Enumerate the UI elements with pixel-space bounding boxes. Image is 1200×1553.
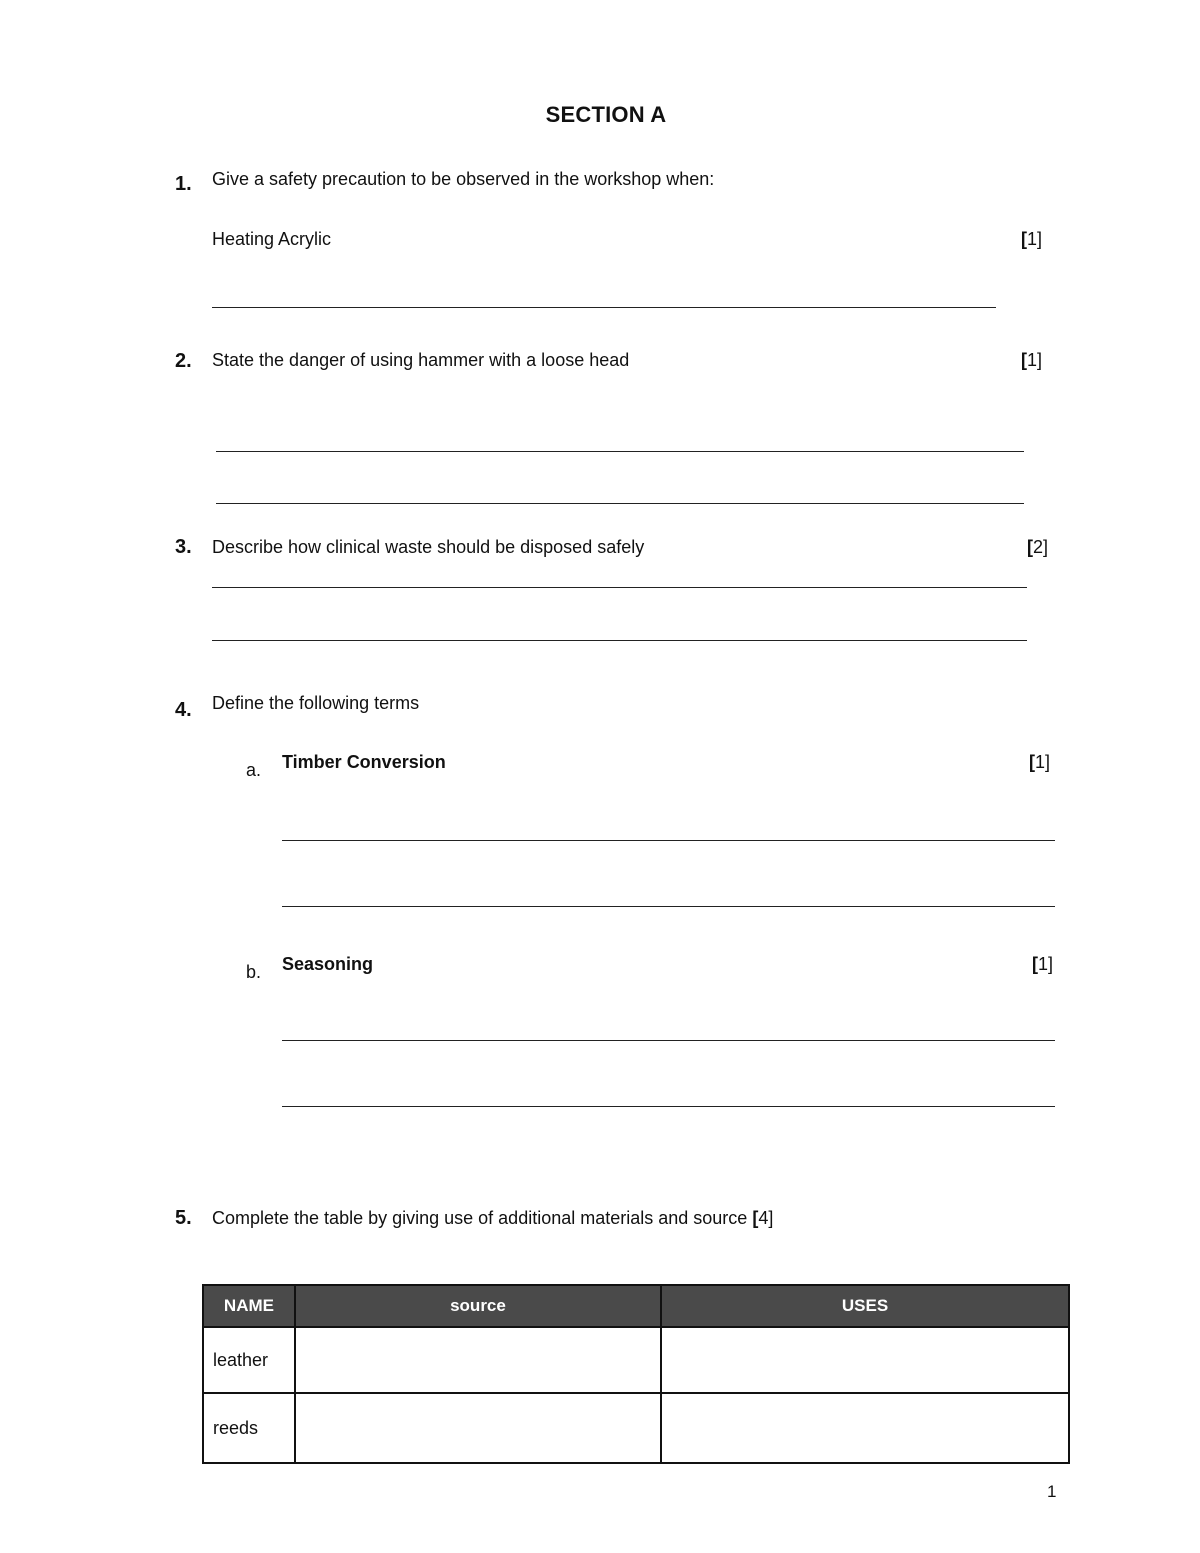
table-row bbox=[203, 1327, 1069, 1393]
question-5-text: Complete the table by giving use of additional materials and source [4] bbox=[212, 1208, 774, 1228]
marks-value: 1 bbox=[1027, 229, 1038, 249]
marks-value: 1 bbox=[1027, 350, 1038, 370]
question-1-subitem: Heating Acrylic bbox=[212, 229, 332, 249]
question-3-number: 3. bbox=[175, 536, 192, 558]
answer-line[interactable] bbox=[282, 906, 1055, 907]
answer-line[interactable] bbox=[282, 1040, 1055, 1041]
part-a-term: Timber Conversion bbox=[282, 752, 446, 772]
table-cell-source[interactable] bbox=[295, 1393, 661, 1463]
table-cell-name: leather bbox=[203, 1327, 295, 1393]
question-1-number: 1. bbox=[175, 173, 192, 195]
question-5-prompt: Complete the table by giving use of additional materials and source bbox=[212, 1208, 748, 1228]
table-cell-uses[interactable] bbox=[661, 1327, 1069, 1393]
question-2-marks: [1] bbox=[1021, 350, 1043, 370]
table-header-name: NAME bbox=[203, 1285, 295, 1327]
question-1-text: Give a safety precaution to be observed in the workshop when: bbox=[212, 169, 715, 189]
table-cell-source[interactable] bbox=[295, 1327, 661, 1393]
answer-line[interactable] bbox=[212, 307, 996, 308]
table-header-uses: USES bbox=[661, 1285, 1069, 1327]
question-5-number: 5. bbox=[175, 1207, 192, 1229]
answer-line[interactable] bbox=[216, 503, 1024, 504]
question-4-number: 4. bbox=[175, 699, 192, 721]
question-2-text: State the danger of using hammer with a loose head bbox=[212, 350, 630, 370]
question-1-marks: [1] bbox=[1021, 229, 1043, 249]
page-number: 1 bbox=[1047, 1482, 1057, 1501]
question-3-marks: [2] bbox=[1027, 537, 1049, 557]
question-3-text: Describe how clinical waste should be disposed safely bbox=[212, 537, 645, 557]
table-cell-uses[interactable] bbox=[661, 1393, 1069, 1463]
question-2-number: 2. bbox=[175, 350, 192, 372]
marks-value: 2 bbox=[1033, 537, 1044, 557]
marks-value: 1 bbox=[1035, 752, 1046, 772]
part-a-letter: a. bbox=[246, 760, 262, 780]
table-row bbox=[203, 1393, 1069, 1463]
answer-line[interactable] bbox=[282, 1106, 1055, 1107]
marks-value: 4 bbox=[758, 1208, 769, 1228]
table-header-row bbox=[203, 1285, 1069, 1327]
question-4-text: Define the following terms bbox=[212, 693, 420, 713]
table-header-source: source bbox=[295, 1285, 661, 1327]
materials-table bbox=[202, 1284, 1070, 1464]
part-b-letter: b. bbox=[246, 962, 262, 982]
table-cell-name: reeds bbox=[203, 1393, 295, 1463]
marks-value: 1 bbox=[1038, 954, 1049, 974]
answer-line[interactable] bbox=[212, 587, 1027, 588]
answer-line[interactable] bbox=[282, 840, 1055, 841]
part-a-marks: [1] bbox=[1029, 752, 1051, 772]
part-b-marks: [1] bbox=[1032, 954, 1054, 974]
answer-line[interactable] bbox=[212, 640, 1027, 641]
section-title: SECTION A bbox=[545, 102, 667, 127]
part-b-term: Seasoning bbox=[282, 954, 374, 974]
answer-line[interactable] bbox=[216, 451, 1024, 452]
